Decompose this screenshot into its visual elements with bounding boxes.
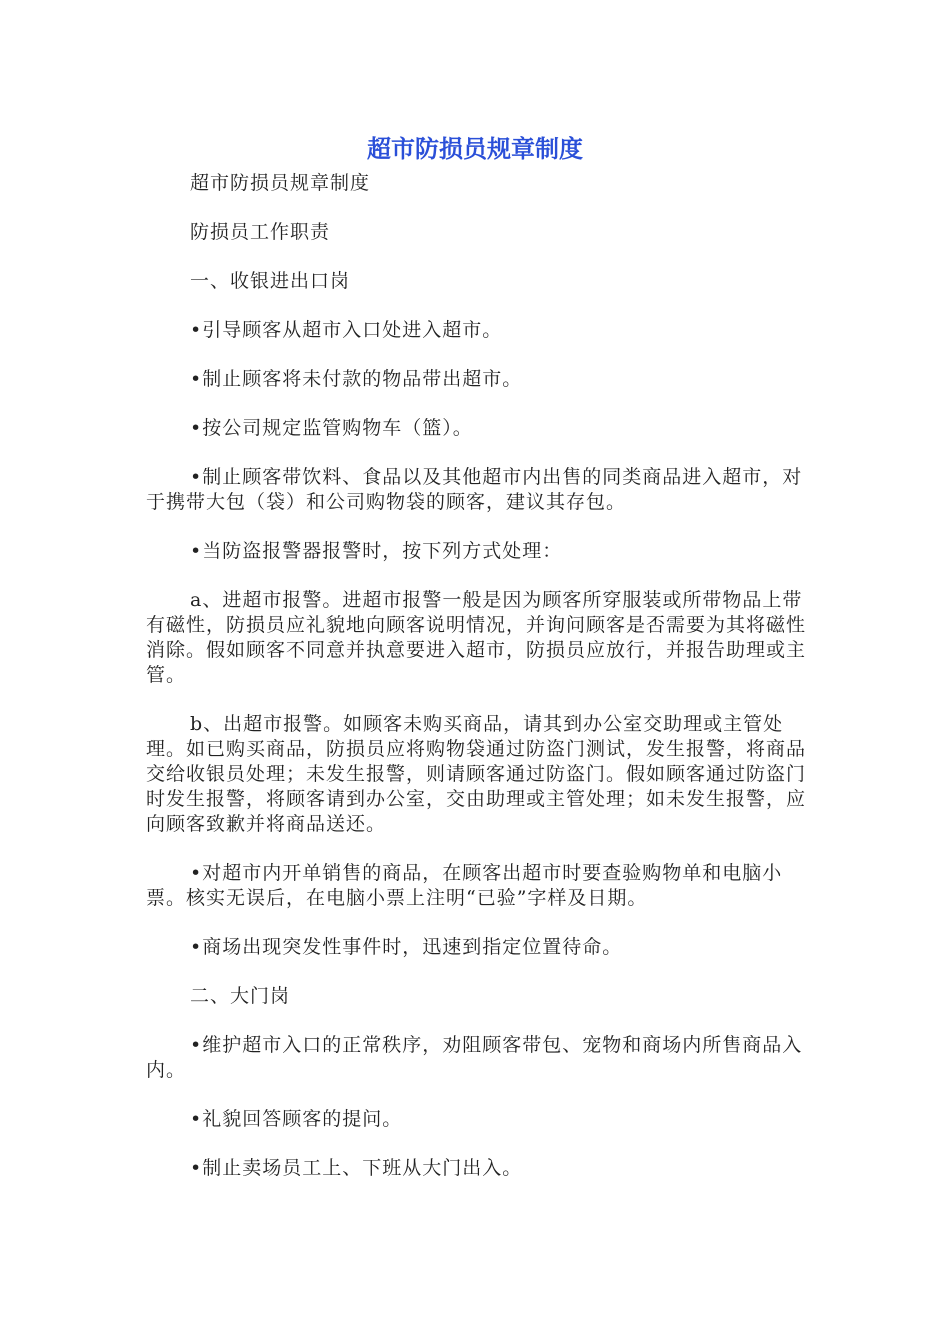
document-title: 超市防损员规章制度 bbox=[367, 135, 583, 163]
bullet-item: •制止顾客将未付款的物品带出超市。 bbox=[190, 368, 523, 390]
bullet-item: •制止卖场员工上、下班从大门出入。 bbox=[190, 1157, 523, 1179]
paragraph: 超市防损员规章制度 bbox=[190, 172, 371, 194]
bullet-item: •制止顾客带饮料、食品以及其他超市内出售的同类商品进入超市，对于携带大包（袋）和公司购物袋的顾客，建议其存包。 bbox=[146, 466, 803, 513]
sub-item: a、进超市报警。进超市报警一般是因为顾客所穿服装或所带物品上带有磁性，防损员应礼貌地向顾客说明情况，并询问顾客是否需要为其将磁性消除。假如顾客不同意并执意要进入超市，防损员应放行，并报告助理或主管。 bbox=[146, 589, 807, 686]
bullet-item: •商场出现突发性事件时，迅速到指定位置待命。 bbox=[190, 936, 623, 958]
bullet-item: •维护超市入口的正常秩序，劝阻顾客带包、宠物和商场内所售商品入内。 bbox=[146, 1034, 803, 1081]
section-heading: 一、收银进出口岗 bbox=[190, 270, 351, 292]
bullet-item: •引导顾客从超市入口处进入超市。 bbox=[190, 319, 503, 341]
bullet-item: •按公司规定监管购物车（篮）。 bbox=[190, 417, 473, 439]
sub-item: b、出超市报警。如顾客未购买商品，请其到办公室交助理或主管处理。如已购买商品，防损员应将购物袋通过防盗门测试，发生报警，将商品交给收银员处理；未发生报警，则请顾客通过防盗门。假如顾客通过防盗门时发生报警，将顾客请到办公室，交由助理或主管处理；如未发生报警，应向顾客致歉并将商品送还。 bbox=[146, 713, 807, 835]
bullet-item: •礼貌回答顾客的提问。 bbox=[190, 1108, 403, 1130]
bullet-item: •当防盗报警器报警时，按下列方式处理： bbox=[190, 540, 563, 562]
bullet-item: •对超市内开单销售的商品，在顾客出超市时要查验购物单和电脑小票。核实无误后，在电脑小票上注明“已验”字样及日期。 bbox=[146, 862, 783, 909]
section-heading: 防损员工作职责 bbox=[190, 221, 331, 243]
section-heading: 二、大门岗 bbox=[190, 985, 291, 1007]
document-body bbox=[146, 171, 806, 1205]
